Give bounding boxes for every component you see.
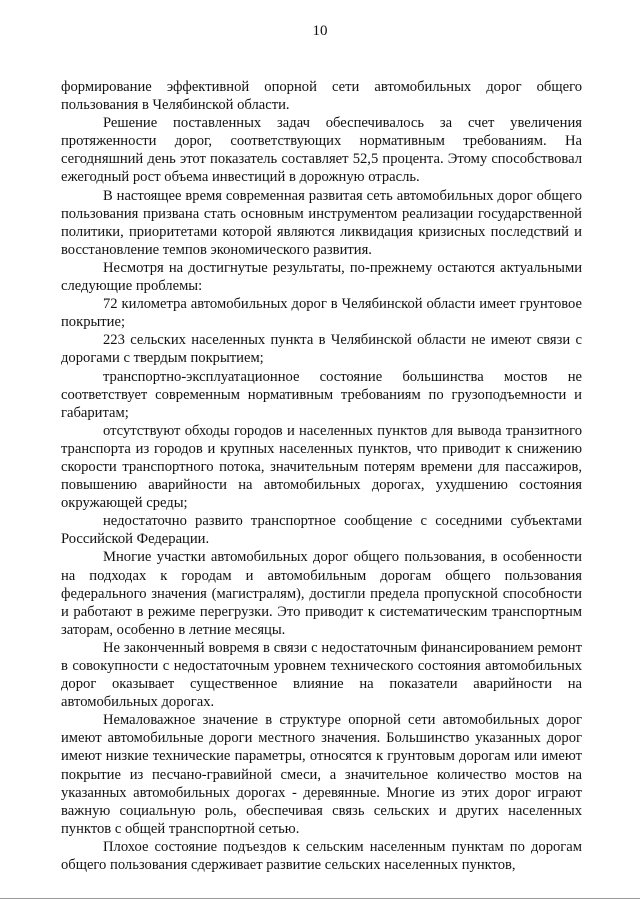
list-item-paragraph: транспортно-эксплуатационное состояние большинства мостов не соответствует современным нормативным требованиям по грузоподъемности и габаритам;	[61, 368, 582, 421]
list-item-paragraph: 223 сельских населенных пункта в Челябинской области не имеют связи с дорогами с твердым покрытием;	[61, 332, 582, 367]
paragraph: Плохое состояние подъездов к сельским населенным пунктам по дорогам общего пользования сдерживает развитие сельских населенных пунктов,	[61, 838, 582, 874]
list-item-paragraph: недостаточно развито транспортное сообщение с соседними субъектами Российской Федерации.	[61, 513, 582, 548]
paragraph: Несмотря на достигнутые результаты, по-прежнему остаются актуальными следующие проблемы:	[61, 259, 582, 295]
paragraph: Немаловажное значение в структуре опорной сети автомобильных дорог имеют автомобильные дороги местного значения. Большинство указанных дорог имеют низкие технические параметры, относятся к грунтовым дорогам или имеют покрытие из песчано-гравийной смеси, а значительное количество мостов на указанных автомобильных дорогах - деревянные. Многие из этих дорог играют важную социальную роль, обеспечивая связь сельских и других населенных пунктов с общей транспортной сетью.	[61, 712, 582, 837]
paragraph: В настоящее время современная развитая сеть автомобильных дорог общего пользования призвана стать основным инструментом реализации государственной политики, приоритетами которой являются ликвидация кризисных последствий и восстановление темпов экономического развития.	[61, 187, 582, 258]
paragraph: Многие участки автомобильных дорог общего пользования, в особенности на подходах к городам и автомобильным дорогам общего пользования федерального значения (магистралям), достигли предела пропускной способности и работают в режиме перегрузки. Это приводит к систематическим транспортным заторам, особенно в летние месяцы.	[61, 549, 582, 638]
paragraph: Решение поставленных задач обеспечивалось за счет увеличения протяженности дорог, соответствующих нормативным требованиям. На сегодняшний день этот показатель составляет 52,5 процента. Этому способствовал ежегодный рост объема инвестиций в дорожную отрасль.	[61, 115, 582, 186]
list-item-paragraph: отсутствуют обходы городов и населенных пунктов для вывода транзитного транспорта из городов и крупных населенных пунктов, что приводит к снижению скорости транспортного потока, значительным потерям времени для пассажиров, повышению аварийности на автомобильных дорогах, ухудшению состояния окружающей среды;	[61, 422, 582, 512]
page-bottom-edge	[0, 898, 640, 899]
paragraph-continuation: формирование эффективной опорной сети автомобильных дорог общего пользования в Челябинской области.	[61, 79, 582, 114]
paragraph: Не законченный вовремя в связи с недостаточным финансированием ремонт в совокупности с недостаточным уровнем технического состояния автомобильных дорог оказывает существенное влияние на показатели аварийности на автомобильных дорогах.	[61, 639, 582, 711]
document-body	[61, 78, 582, 874]
page-number: 10	[312, 23, 328, 39]
list-item-paragraph: 72 километра автомобильных дорог в Челябинской области имеет грунтовое покрытие;	[61, 296, 582, 331]
